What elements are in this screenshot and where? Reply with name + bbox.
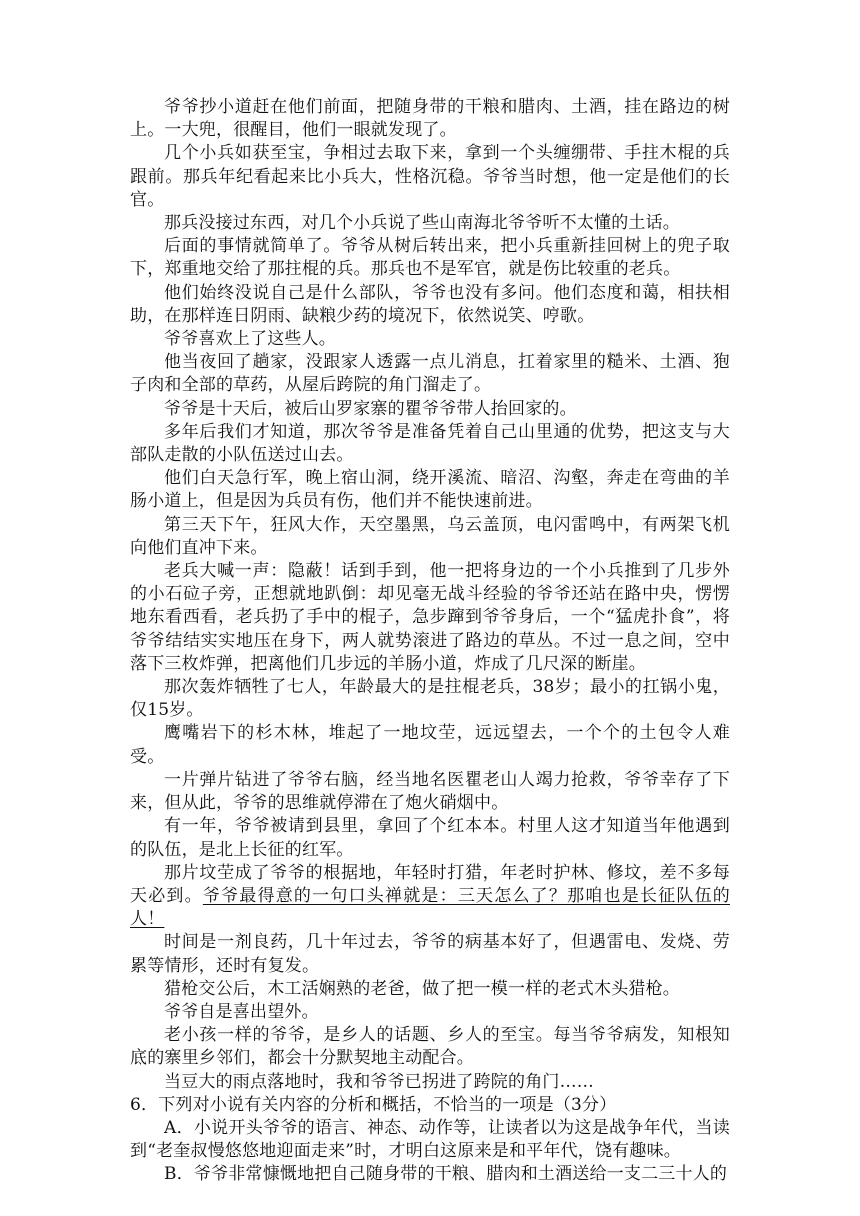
paragraph-with-underline bbox=[130, 862, 730, 932]
paragraph: 时间是一剂良药，几十年过去，爷爷的病基本好了，但遇雷电、发烧、劳累等情形，还时有复发。 bbox=[130, 932, 730, 976]
paragraph: 一片弹片钻进了爷爷右脑，经当地名医瞿老山人竭力抢救，爷爷幸存了下来，但从此，爷爷的思维就停滞在了炮火硝烟中。 bbox=[130, 769, 730, 814]
paragraph: 当豆大的雨点落地时，我和爷爷已拐进了跨院的角门…… bbox=[164, 1071, 594, 1092]
underlined-sentence: 爷爷最得意的一句口头禅就是：三天怎么了？那咱也是长征队伍的人！ bbox=[130, 885, 730, 930]
paragraph: 多年后我们才知道，那次爷爷是准备凭着自己山里通的优势，把这支与大部队走散的小队伍送过山去。 bbox=[130, 421, 730, 466]
paragraph: 爷爷是十天后，被后山罗家寨的瞿爷爷带人抬回家的。 bbox=[164, 398, 577, 419]
paragraph: 他们白天急行军，晚上宿山洞，绕开溪流、暗沼、沟壑，奔走在弯曲的羊肠小道上，但是因为兵员有伤，他们并不能快速前进。 bbox=[130, 468, 730, 512]
paragraph: 有一年，爷爷被请到县里，拿回了个红本本。村里人这才知道当年他遇到的队伍，是北上长征的红军。 bbox=[130, 816, 730, 860]
question-stem: 6．下列对小说有关内容的分析和概括，不恰当的一项是（3分） bbox=[130, 1094, 617, 1115]
paragraph: 老兵大喊一声：隐蔽！话到手到，他一把将身边的一个小兵推到了几步外的小石砬子旁，正想就地趴倒：却见毫无战斗经验的爷爷还站在路中央，愣愣地东看西看，老兵扔了手中的棍子，急步蹿到爷爷身后，一个“猛虎扑食”，将爷爷结结实实地压在身下，两人就势滚进了路边的草丛。不过一息之间，空中落下三枚炸弹，把离他们几步远的羊肠小道，炸成了几尺深的断崖。 bbox=[130, 561, 730, 674]
document-body bbox=[130, 96, 730, 1187]
paragraph: 后面的事情就简单了。爷爷从树后转出来，把小兵重新挂回树上的兜子取下，郑重地交给了那拄棍的兵。那兵也不是军官，就是伤比较重的老兵。 bbox=[130, 236, 730, 280]
paragraph: 鹰嘴岩下的杉木林，堆起了一地坟茔，远远望去，一个个的土包令人难受。 bbox=[130, 723, 730, 767]
paragraph: 猎枪交公后，木工活娴熟的老爸，做了把一模一样的老式木头猎枪。 bbox=[164, 978, 680, 999]
paragraph: 他当夜回了趟家，没跟家人透露一点儿消息，扛着家里的糙米、土酒、狍子肉和全部的草药，从屋后跨院的角门溜走了。 bbox=[130, 352, 730, 396]
paragraph: 他们始终没说自己是什么部队，爷爷也没有多问。他们态度和蔼，相扶相助，在那样连日阴雨、缺粮少药的境况下，依然说笑、哼歌。 bbox=[130, 282, 730, 326]
paragraph: 第三天下午，狂风大作，天空墨黑，乌云盖顶，电闪雷鸣中，有两架飞机向他们直冲下来。 bbox=[130, 514, 730, 558]
paragraph: 那兵没接过东西，对几个小兵说了些山南海北爷爷听不太懂的土话。 bbox=[164, 213, 680, 234]
paragraph: 爷爷自是喜出望外。 bbox=[164, 1001, 319, 1022]
paragraph: 爷爷抄小道赶在他们前面，把随身带的干粮和腊肉、土酒，挂在路边的树上。一大兜，很醒目，他们一眼就发现了。 bbox=[130, 97, 730, 141]
paragraph: 那次轰炸牺牲了七人，年龄最大的是拄棍老兵，38岁；最小的扛锅小鬼，仅15岁。 bbox=[130, 677, 730, 721]
option-b: B．爷爷非常慷慨地把自己随身带的干粮、腊肉和土酒送给一支二三十人的 bbox=[164, 1164, 728, 1185]
paragraph: 几个小兵如获至宝，争相过去取下来，拿到一个头缠绷带、手拄木棍的兵跟前。那兵年纪看起来比小兵大，性格沉稳。爷爷当时想，他一定是他们的长官。 bbox=[130, 143, 730, 210]
paragraph-text: 那片坟茔成了爷爷的根据地，年轻时打猎，年老时护林、修坟，差不多每天必到。 bbox=[130, 862, 730, 906]
paragraph: 爷爷喜欢上了这些人。 bbox=[164, 329, 336, 350]
option-a: A．小说开头爷爷的语言、神态、动作等，让读者以为这是战争年代，当读到“老奎叔慢悠悠地迎面走来”时，才明白这原来是和平年代，饶有趣味。 bbox=[130, 1117, 730, 1162]
paragraph: 老小孩一样的爷爷，是乡人的话题、乡人的至宝。每当爷爷病发，知根知底的寨里乡邻们，都会十分默契地主动配合。 bbox=[130, 1025, 730, 1069]
